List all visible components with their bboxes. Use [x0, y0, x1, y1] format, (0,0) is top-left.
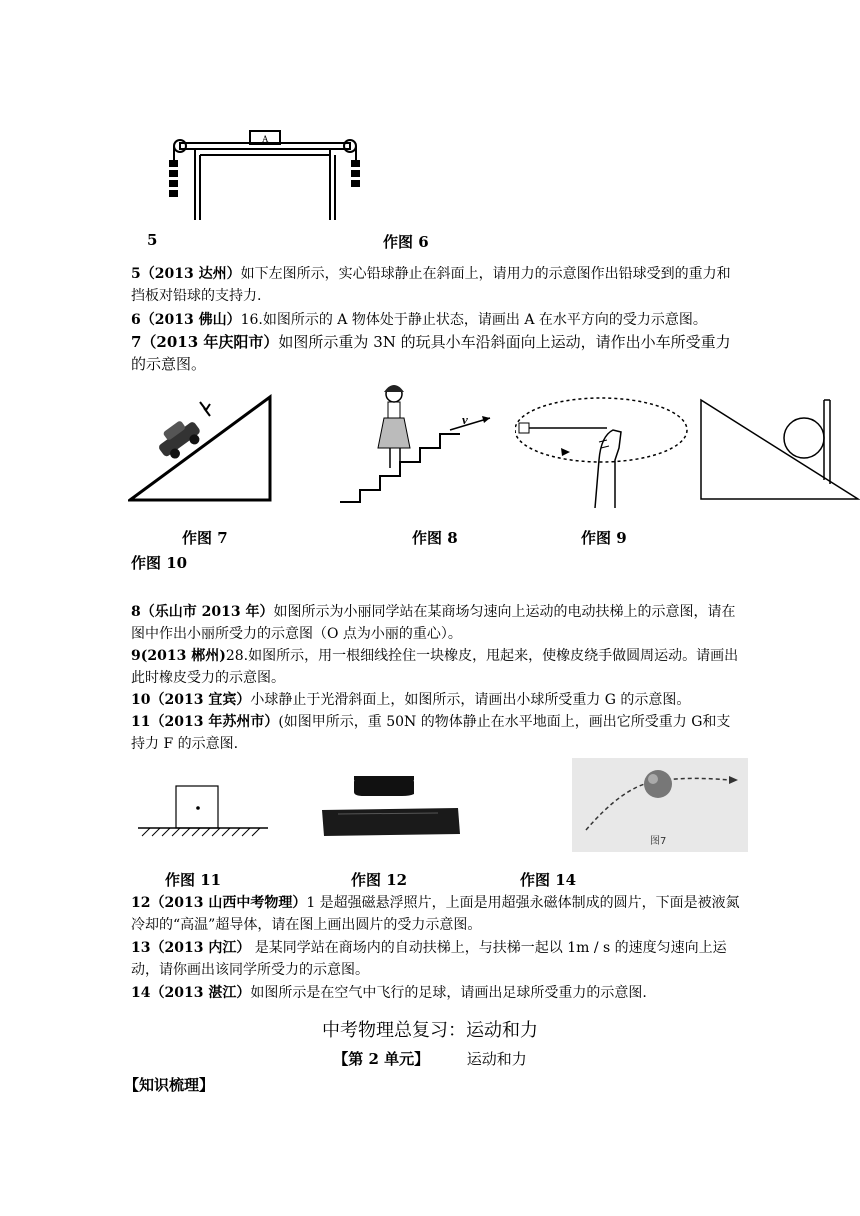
- section-title: 中考物理总复习：运动和力: [322, 1020, 538, 1041]
- question-5: [131, 263, 741, 307]
- figure-8: [338, 380, 498, 508]
- fig8-velocity-label: v: [462, 412, 468, 427]
- q8-text: 如图所示为小丽同学站在某商场匀速向上运动的电动扶梯上的示意图，请在图中作出小丽所受力的示意图（O 点为小丽的重心）。: [131, 604, 736, 642]
- q14-text: 如图所示是在空气中飞行的足球，请画出足球所受重力的示意图.: [250, 985, 647, 1001]
- q5-tag: 5（2013 达州）: [131, 266, 241, 282]
- caption-10: 作图 10: [131, 554, 188, 572]
- question-10: [131, 689, 741, 711]
- caption-8: 作图 8: [412, 529, 458, 547]
- q9-tag: 9(2013 郴州): [131, 648, 226, 664]
- question-6: [131, 309, 741, 331]
- question-14: [131, 982, 741, 1004]
- fig6-label-a: A: [262, 134, 269, 144]
- figure-11: [138, 784, 268, 846]
- q5-text: 如下左图所示，实心铅球静止在斜面上，请用力的示意图作出铅球受到的重力和挡板对铅球的支持力.: [131, 266, 731, 304]
- q13-text: 是某同学站在商场内的自动扶梯上，与扶梯一起以 1m / s 的速度匀速向上运动，请你画出该同学所受力的示意图。: [131, 940, 727, 978]
- fig14-label: 图7: [650, 836, 667, 847]
- unit-number: 【第 2 单元】: [333, 1050, 430, 1068]
- q6-tag: 6（2013 佛山）: [131, 312, 241, 328]
- knowledge-heading: 【知识梳理】: [124, 1076, 215, 1094]
- q6-text: 16.如图所示的 A 物体处于静止状态，请画出 A 在水平方向的受力示意图。: [240, 312, 707, 328]
- q14-tag: 14（2013 湛江）: [131, 985, 251, 1001]
- caption-11: 作图 11: [165, 871, 222, 889]
- q8-tag: 8（乐山市 2013 年）: [131, 604, 274, 620]
- q7-tag: 7（2013 年庆阳市）: [131, 333, 279, 351]
- q11-tag: 11（2013 年苏州市）: [131, 714, 279, 730]
- unit-name: 运动和力: [466, 1050, 527, 1068]
- q12-text: 1 是超强磁悬浮照片，上面是用超强永磁体制成的圆片，下面是被液氮冷却的“高温”超导体，请在图上画出圆片的受力示意图。: [131, 895, 740, 933]
- figure-14: [572, 758, 748, 852]
- question-13: [131, 937, 741, 981]
- q9-text: 28.如图所示，用一根细线拴住一块橡皮，甩起来，使橡皮绕手做圆周运动。请画出此时橡皮受力的示意图。: [131, 648, 739, 686]
- question-12: [131, 892, 741, 936]
- question-9: [131, 645, 741, 689]
- q10-text: 小球静止于光滑斜面上，如图所示，请画出小球所受重力 G 的示意图。: [250, 692, 691, 708]
- q13-tag: 13（2013 内江）: [131, 940, 251, 956]
- question-7: [131, 331, 741, 375]
- figure-7: [128, 392, 276, 504]
- caption-7: 作图 7: [182, 529, 228, 547]
- q12-tag: 12（2013 山西中考物理）: [131, 895, 307, 911]
- figure-9: [515, 390, 695, 508]
- caption-9: 作图 9: [581, 529, 627, 547]
- q7-text: 如图所示重为 3N 的玩具小车沿斜面向上运动，请作出小车所受重力的示意图。: [131, 333, 731, 373]
- unit-heading: [0, 1048, 860, 1069]
- caption-14: 作图 14: [520, 871, 577, 889]
- caption-12: 作图 12: [351, 871, 408, 889]
- question-8: [131, 601, 741, 645]
- q11-text: (如图甲所示，重 50N 的物体静止在水平地面上，画出它所受重力 G和支持力 F 的示意图.: [131, 714, 731, 752]
- figure-6: [160, 120, 370, 230]
- q10-tag: 10（2013 宜宾）: [131, 692, 251, 708]
- caption-5: 5: [147, 231, 158, 249]
- caption-6: 作图 6: [383, 233, 429, 251]
- figure-12: [318, 770, 462, 840]
- question-11: [131, 711, 741, 755]
- figure-10: [700, 398, 860, 502]
